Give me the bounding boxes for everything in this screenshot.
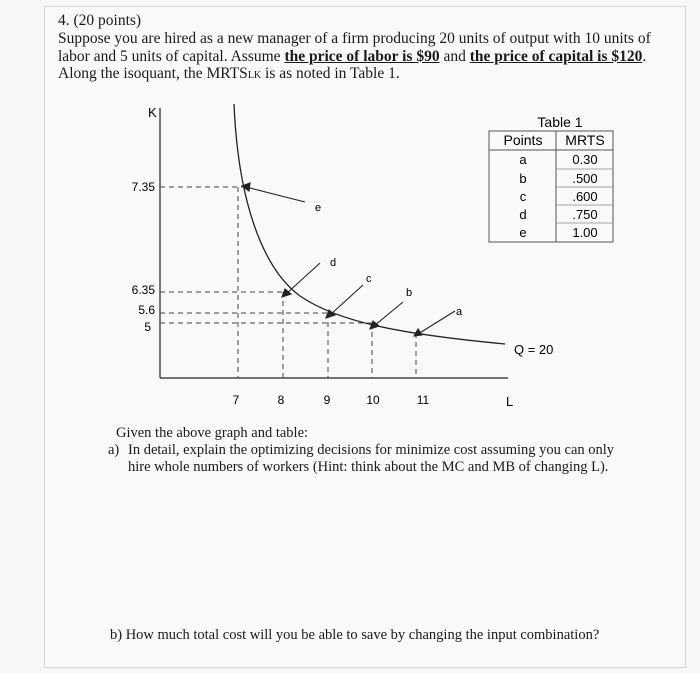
point-label-a: a: [456, 306, 463, 318]
x-tick-10: 10: [366, 393, 380, 407]
x-tick-8: 8: [277, 393, 285, 407]
arrow-a: [418, 311, 455, 334]
x-tick-7: 7: [232, 393, 240, 407]
table-header-mrts: MRTS: [565, 132, 605, 148]
part-a-label: a): [108, 442, 120, 458]
question-line-2-end: .: [642, 47, 647, 65]
price-of-capital: the price of capital is $120: [469, 47, 643, 65]
point-labels: [315, 202, 463, 318]
isoquant-curve: [234, 104, 505, 344]
y-tick-labels: [132, 180, 156, 334]
table-point-e: e: [519, 225, 527, 240]
table-title: Table 1: [537, 114, 583, 130]
point-label-b: b: [406, 287, 413, 299]
dashed-guides: [160, 187, 416, 378]
table-mrts-a: 0.30: [572, 152, 598, 167]
question-line-3-end: is as noted in Table 1.: [261, 65, 400, 82]
y-tick-735: 7.35: [131, 180, 155, 194]
table-point-a: a: [519, 152, 527, 167]
question-line-2-start: labor and 5 units of capital. Assume: [58, 47, 285, 65]
x-tick-labels: [233, 393, 430, 407]
table-mrts-d: .750: [572, 207, 598, 222]
table-point-c: c: [519, 189, 527, 204]
table-header-points: Points: [503, 132, 543, 148]
point-label-e: e: [315, 202, 322, 214]
price-of-labor: the price of labor is $90: [284, 47, 440, 65]
x-axis-label: L: [506, 394, 514, 409]
y-axis-label: K: [148, 105, 157, 120]
x-tick-11: 11: [416, 393, 430, 407]
isoquant-label: Q = 20: [514, 342, 554, 357]
arrow-c: [330, 285, 363, 315]
table-mrts-e: 1.00: [572, 225, 598, 240]
table-mrts-b: .500: [572, 171, 598, 186]
question-line-3-start: Along the isoquant, the MRTS: [58, 65, 248, 82]
x-tick-9: 9: [323, 393, 331, 407]
part-a-line-1: In detail, explain the optimizing decisions for minimize cost assuming you can only: [128, 442, 615, 458]
point-label-d: d: [330, 257, 337, 269]
question-line-2-mid: and: [439, 47, 470, 65]
y-tick-635: 6.35: [131, 283, 155, 297]
y-tick-5: 5: [144, 320, 151, 334]
mrts-table: [489, 114, 613, 242]
table-point-d: d: [519, 207, 527, 222]
arrow-b: [374, 302, 403, 326]
arrow-d: [286, 263, 320, 294]
table-point-b: b: [519, 171, 527, 186]
question-line-1: Suppose you are hired as a new manager of a firm producing 20 units of output with 10 units of: [58, 30, 651, 47]
arrow-e: [246, 187, 305, 202]
y-tick-56: 5.6: [138, 303, 155, 317]
point-label-c: c: [366, 273, 372, 285]
table-mrts-c: .600: [572, 189, 598, 204]
part-a-line-2: hire whole numbers of workers (Hint: think about the MC and MB of changing L).: [128, 459, 609, 475]
arrow-b-head: [370, 321, 379, 329]
part-b: b) How much total cost will you be able to save by changing the input combination?: [110, 627, 600, 643]
mrts-arrows: [242, 183, 455, 336]
given-statement: Given the above graph and table:: [116, 425, 309, 441]
question-header: 4. (20 points): [58, 12, 142, 29]
part-a: [108, 442, 656, 476]
mrts-subscript: LK: [247, 70, 262, 81]
